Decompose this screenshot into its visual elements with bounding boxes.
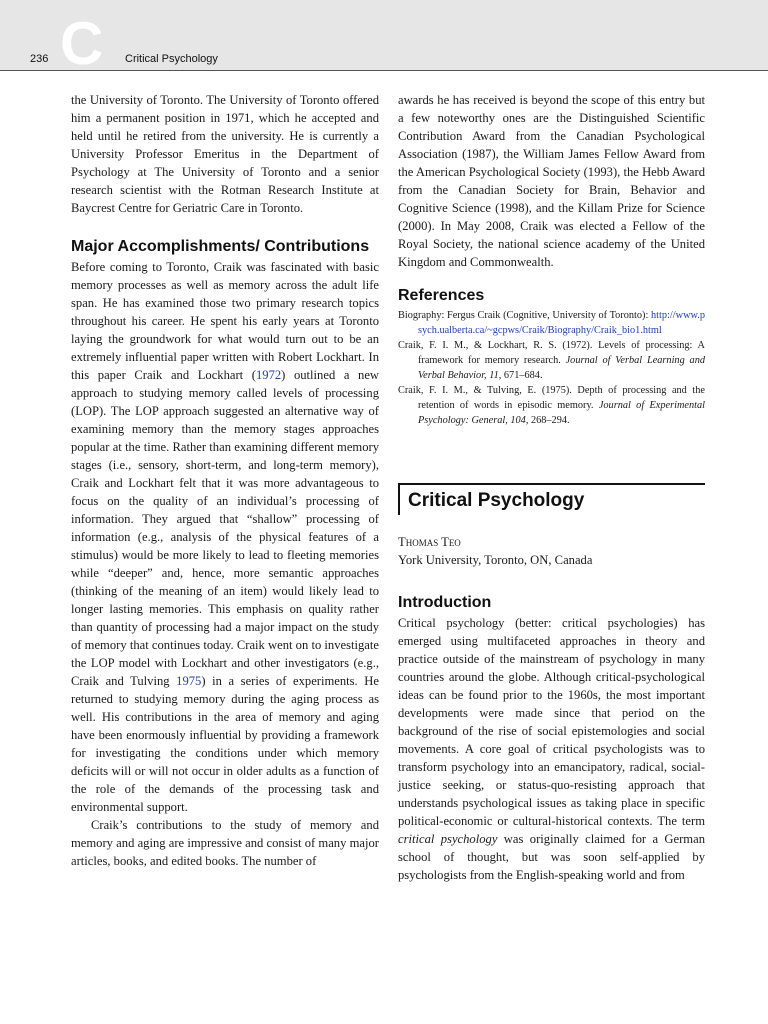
heading-accomplishments: Major Accomplishments/ Contributions [71,238,370,255]
text-run: ) in a series of experiments. He returned to studying memory during the aging process as well. His contributions in the area of memory and aging have been enormously influential by providing a framework for investigating the conditions under which memory deficits will or will not occur in older adults as a function of the role of the demands of the processing task and environmental support. [71,674,379,814]
right-column [398,91,705,884]
reference-item [398,308,705,338]
reference-journal: Journal of Verbal Learning and Verbal Behavior, 11 [418,355,705,381]
reference-item [398,383,705,428]
page-header [0,0,768,77]
reference-text: Biography: Fergus Craik (Cognitive, University of Toronto): [398,310,652,321]
text-run: ) outlined a new approach to studying memory called levels of processing (LOP). The LOP approach suggested an alternative way of examining memory than the memory stages approaches popular at the time. Rather than examining different memory stages (i.e., sensory, short-term, and long-term memory), Craik and Lockhart felt that it was more advantageous to focus on the quality of an individual’s processing of information. They argued that “shallow” processing of information (e.g., analysis of the physical features of a stimulus) would be more likely to lead to fleeting memories while “deeper” and, hence, more semantic approaches (thinking of the meaning of an item) would likely lead to longer lasting memories. This emphasis on quality rather than quantity of processing had a major impact on the study of memory that continues today. Craik went on to investigate the LOP model with Lockhart and other investigators (e.g., Craik and Tulving [71,368,380,688]
left-column [71,91,379,870]
heading-introduction: Introduction [398,594,492,611]
reference-pages: , 268–294. [525,415,570,426]
reference-text: Craik, F. I. M., & Tulving, E. (1975). Depth of processing and the retention of words in episodic memory. [398,385,705,411]
text-run: Critical psychology (better: critical psychologies) has emerged using multifaceted approaches in theory and practice outside of the mainstream of psychology in many countries around the globe. Although critical-psychological ideas can be found prior to the 1960s, the most important developments were made since that period on the background of the rise of social epistemologies and social movements. A core goal of critical psychologists was to transform psychology into an emancipatory, radical, social-justice seeking, or status-quo-resisting approach that understands psychological issues as taking place in specific political-economic or cultural-historical contexts. The term [398,616,705,828]
awards-paragraph: awards he has received is beyond the scope of this entry but a few noteworthy ones are the Distinguished Scientific Contribution Award from the Canadian Psychological Association (1987), the William James Fellow Award from the American Psychological Society (1993), the Hebb Award from the Canadian Society for Brain, Behavior and Cognitive Science (1998), and the Killam Prize for Science (2000). In May 2008, Craik was elected a Fellow of the Royal Society, the national science academy of the United Kingdom and Commonwealth. [398,93,705,269]
accomplishments-paragraph [71,258,379,816]
author-affiliation: York University, Toronto, ON, Canada [398,553,593,567]
introduction-paragraph [398,614,705,884]
text-run: Before coming to Toronto, Craik was fascinated with basic memory processes as well as memory across the adult life span. He has examined those two primary research topics throughout his career. He spent his early years at Toronto laying the groundwork for what would turn out to be an extremely influential paper written with Robert Lockhart. In this paper Craik and Lockhart ( [71,260,379,382]
contributions-paragraph: Craik’s contributions to the study of memory and memory and aging are impressive and consist of many major articles, books, and edited books. The number of [71,818,379,868]
reference-journal: Journal of Experimental Psychology: General, 104 [418,400,705,426]
term-critical-psychology: critical psychology [398,832,498,846]
references-list [398,308,705,428]
citation-link-1975[interactable]: 1975 [176,674,202,688]
heading-references: References [398,287,485,304]
continued-paragraph: the University of Toronto. The University of Toronto offered him a permanent position in 1971, which he accepted and held until he retired from the university. He is currently a University Professor Emeritus in the Department of Psychology at The University of Toronto and a senior research scientist with the Rotman Research Institute at Baycrest Centre for Geriatric Care in Toronto. [71,93,379,215]
section-letter: C [60,10,104,77]
running-title: Critical Psychology [125,53,218,65]
reference-pages: , 671–684. [498,370,543,381]
reference-url-link[interactable]: http://www.psych.ualberta.ca/~gcpws/Craik/Biography/Craik_bio1.html [418,310,705,336]
text-run: was originally claimed for a German school of thought, but was soon self-applied by psychologists from the English-speaking world and from [398,832,705,882]
entry-title-box [398,483,705,515]
entry-title: Critical Psychology [408,490,585,511]
page-number: 236 [30,53,49,65]
author-name: Thomas Teo [398,535,461,549]
citation-link-1972[interactable]: 1972 [255,368,282,382]
reference-item [398,338,705,383]
reference-text: Craik, F. I. M., & Lockhart, R. S. (1972). Levels of processing: A framework for memory research. [398,340,705,366]
